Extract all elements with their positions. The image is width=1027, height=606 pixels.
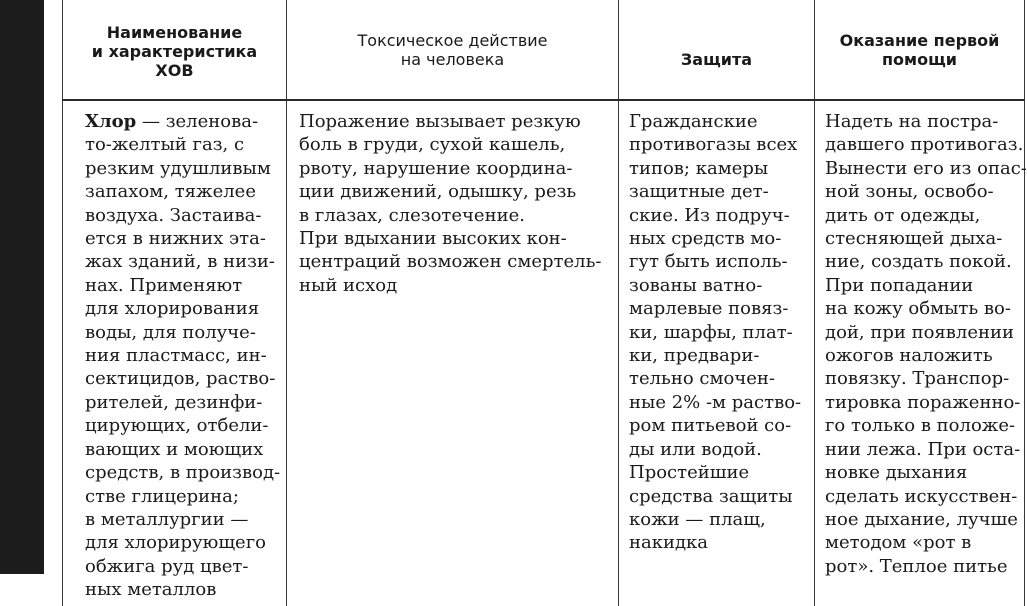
text-line: ных металлов	[85, 579, 217, 601]
text-line: нии лежа. При оста-	[825, 438, 1021, 460]
text-line: ром питьевой со-	[629, 415, 792, 437]
header-name-text: Наименование и характеристика ХОВ	[91, 23, 258, 80]
left-dark-bar	[0, 0, 44, 574]
text-line: Простейшие	[629, 462, 750, 484]
text-line: При вдыхании высоких кон-	[299, 228, 567, 250]
table-row-chlorine	[63, 100, 1025, 606]
text-line: ные 2% -м раство-	[629, 391, 802, 413]
cell-name-characteristics	[63, 100, 287, 606]
text-line: При попадании	[825, 274, 974, 296]
text-line: ное дыхание, лучше	[825, 508, 1018, 530]
text-line: ки, предвари-	[629, 345, 760, 367]
text-line: защитные дет-	[629, 181, 769, 203]
text-line: рителей, дезинфи-	[85, 391, 263, 413]
text-line: стве глицерина;	[85, 485, 239, 507]
text-line: запахом, тяжелее	[85, 181, 256, 203]
text-line: ной зоны, освобо-	[825, 181, 994, 203]
text-line: тировка пораженно-	[825, 391, 1021, 413]
text-line: тельно смочен-	[629, 368, 775, 390]
table-header-row	[63, 0, 1025, 100]
text-line: воды, для получе-	[85, 321, 256, 343]
text-line: рот». Теплое питье	[825, 555, 1008, 577]
text-line: на кожу обмыть во-	[825, 298, 1011, 320]
text-line: нах. Применяют	[85, 274, 243, 296]
text-line: боль в груди, сухой кашель,	[299, 134, 566, 156]
text-line: ды или водой.	[629, 438, 762, 460]
text-line: ния пластмасс, ин-	[85, 345, 267, 367]
text-line: методом «рот в	[825, 532, 972, 554]
document-page	[44, 0, 1027, 601]
header-name-characteristics	[63, 0, 287, 100]
text-line: стесняющей дыха-	[825, 228, 1003, 250]
text-line: жах зданий, в низи-	[85, 251, 275, 273]
text-line: цирующих, отбели-	[85, 415, 269, 437]
text-line: для хлорирующего	[85, 532, 266, 554]
text-line: дить от одежды,	[825, 204, 981, 226]
text-line: дой, при появлении	[825, 321, 1014, 343]
text-line: Надеть на постра-	[825, 111, 999, 132]
text-line: давшего противогаз.	[825, 134, 1024, 156]
text-line: ки, шарфы, плат-	[629, 321, 793, 343]
name-first-line-rest: — зеленова-	[136, 111, 259, 132]
text-line: накидка	[629, 532, 709, 554]
cell-defense	[619, 100, 815, 606]
text-line: сектицидов, раство-	[85, 368, 276, 390]
text-line: Поражение вызывает резкую	[299, 111, 581, 132]
text-line: марлевые повяз-	[629, 298, 789, 320]
text-line: ный исход	[299, 274, 398, 296]
text-line: резким удушливым	[85, 157, 271, 179]
text-line: обжига руд цвет-	[85, 555, 249, 577]
text-line: гут быть исполь-	[629, 251, 788, 273]
text-line: центраций возможен смертель-	[299, 251, 602, 273]
substance-term: Хлор	[85, 111, 137, 132]
text-line: средства защиты	[629, 485, 793, 507]
header-toxic-text: Токсическое действие на человека	[357, 30, 548, 69]
text-line: ожогов наложить	[825, 345, 993, 367]
text-line: рвоту, нарушение координа-	[299, 157, 573, 179]
text-line: ние, создать покой.	[825, 251, 1012, 273]
text-line: то-желтый газ, с	[85, 134, 245, 156]
text-line: Вынести его из опас-	[825, 157, 1027, 179]
text-line: вающих и моющих	[85, 438, 264, 460]
text-line: повязку. Транспор-	[825, 368, 1010, 390]
cell-first-aid	[815, 100, 1025, 606]
text-line: го только в положе-	[825, 415, 1016, 437]
text-line: для хлорирования	[85, 298, 260, 320]
text-line: ется в нижних эта-	[85, 228, 266, 250]
text-line: в металлургии —	[85, 508, 249, 530]
text-line: ных средств мо-	[629, 228, 782, 250]
header-toxic-effect	[287, 0, 619, 100]
text-line: новке дыхания	[825, 462, 968, 484]
text-line: типов; камеры	[629, 157, 769, 179]
text-line: ские. Из подруч-	[629, 204, 790, 226]
text-line: Гражданские	[629, 111, 758, 132]
text-line: зованы ватно-	[629, 274, 763, 296]
header-aid-text: Оказание первой помощи	[839, 30, 1000, 69]
chemical-hazard-table	[62, 0, 1025, 606]
cell-toxic-effect	[287, 100, 619, 606]
header-first-aid	[815, 0, 1025, 100]
header-defense	[619, 0, 815, 100]
name-first-line	[85, 110, 278, 133]
text-line: кожи — плащ,	[629, 508, 766, 530]
text-line: противогазы всех	[629, 134, 798, 156]
text-line: средств, в производ-	[85, 462, 281, 484]
text-line: ции движений, одышку, резь	[299, 181, 577, 203]
text-line: воздуха. Застаива-	[85, 204, 262, 226]
text-line: сделать искусствен-	[825, 485, 1018, 507]
text-line: в глазах, слезотечение.	[299, 204, 525, 226]
header-defense-text: Защита	[680, 49, 753, 69]
